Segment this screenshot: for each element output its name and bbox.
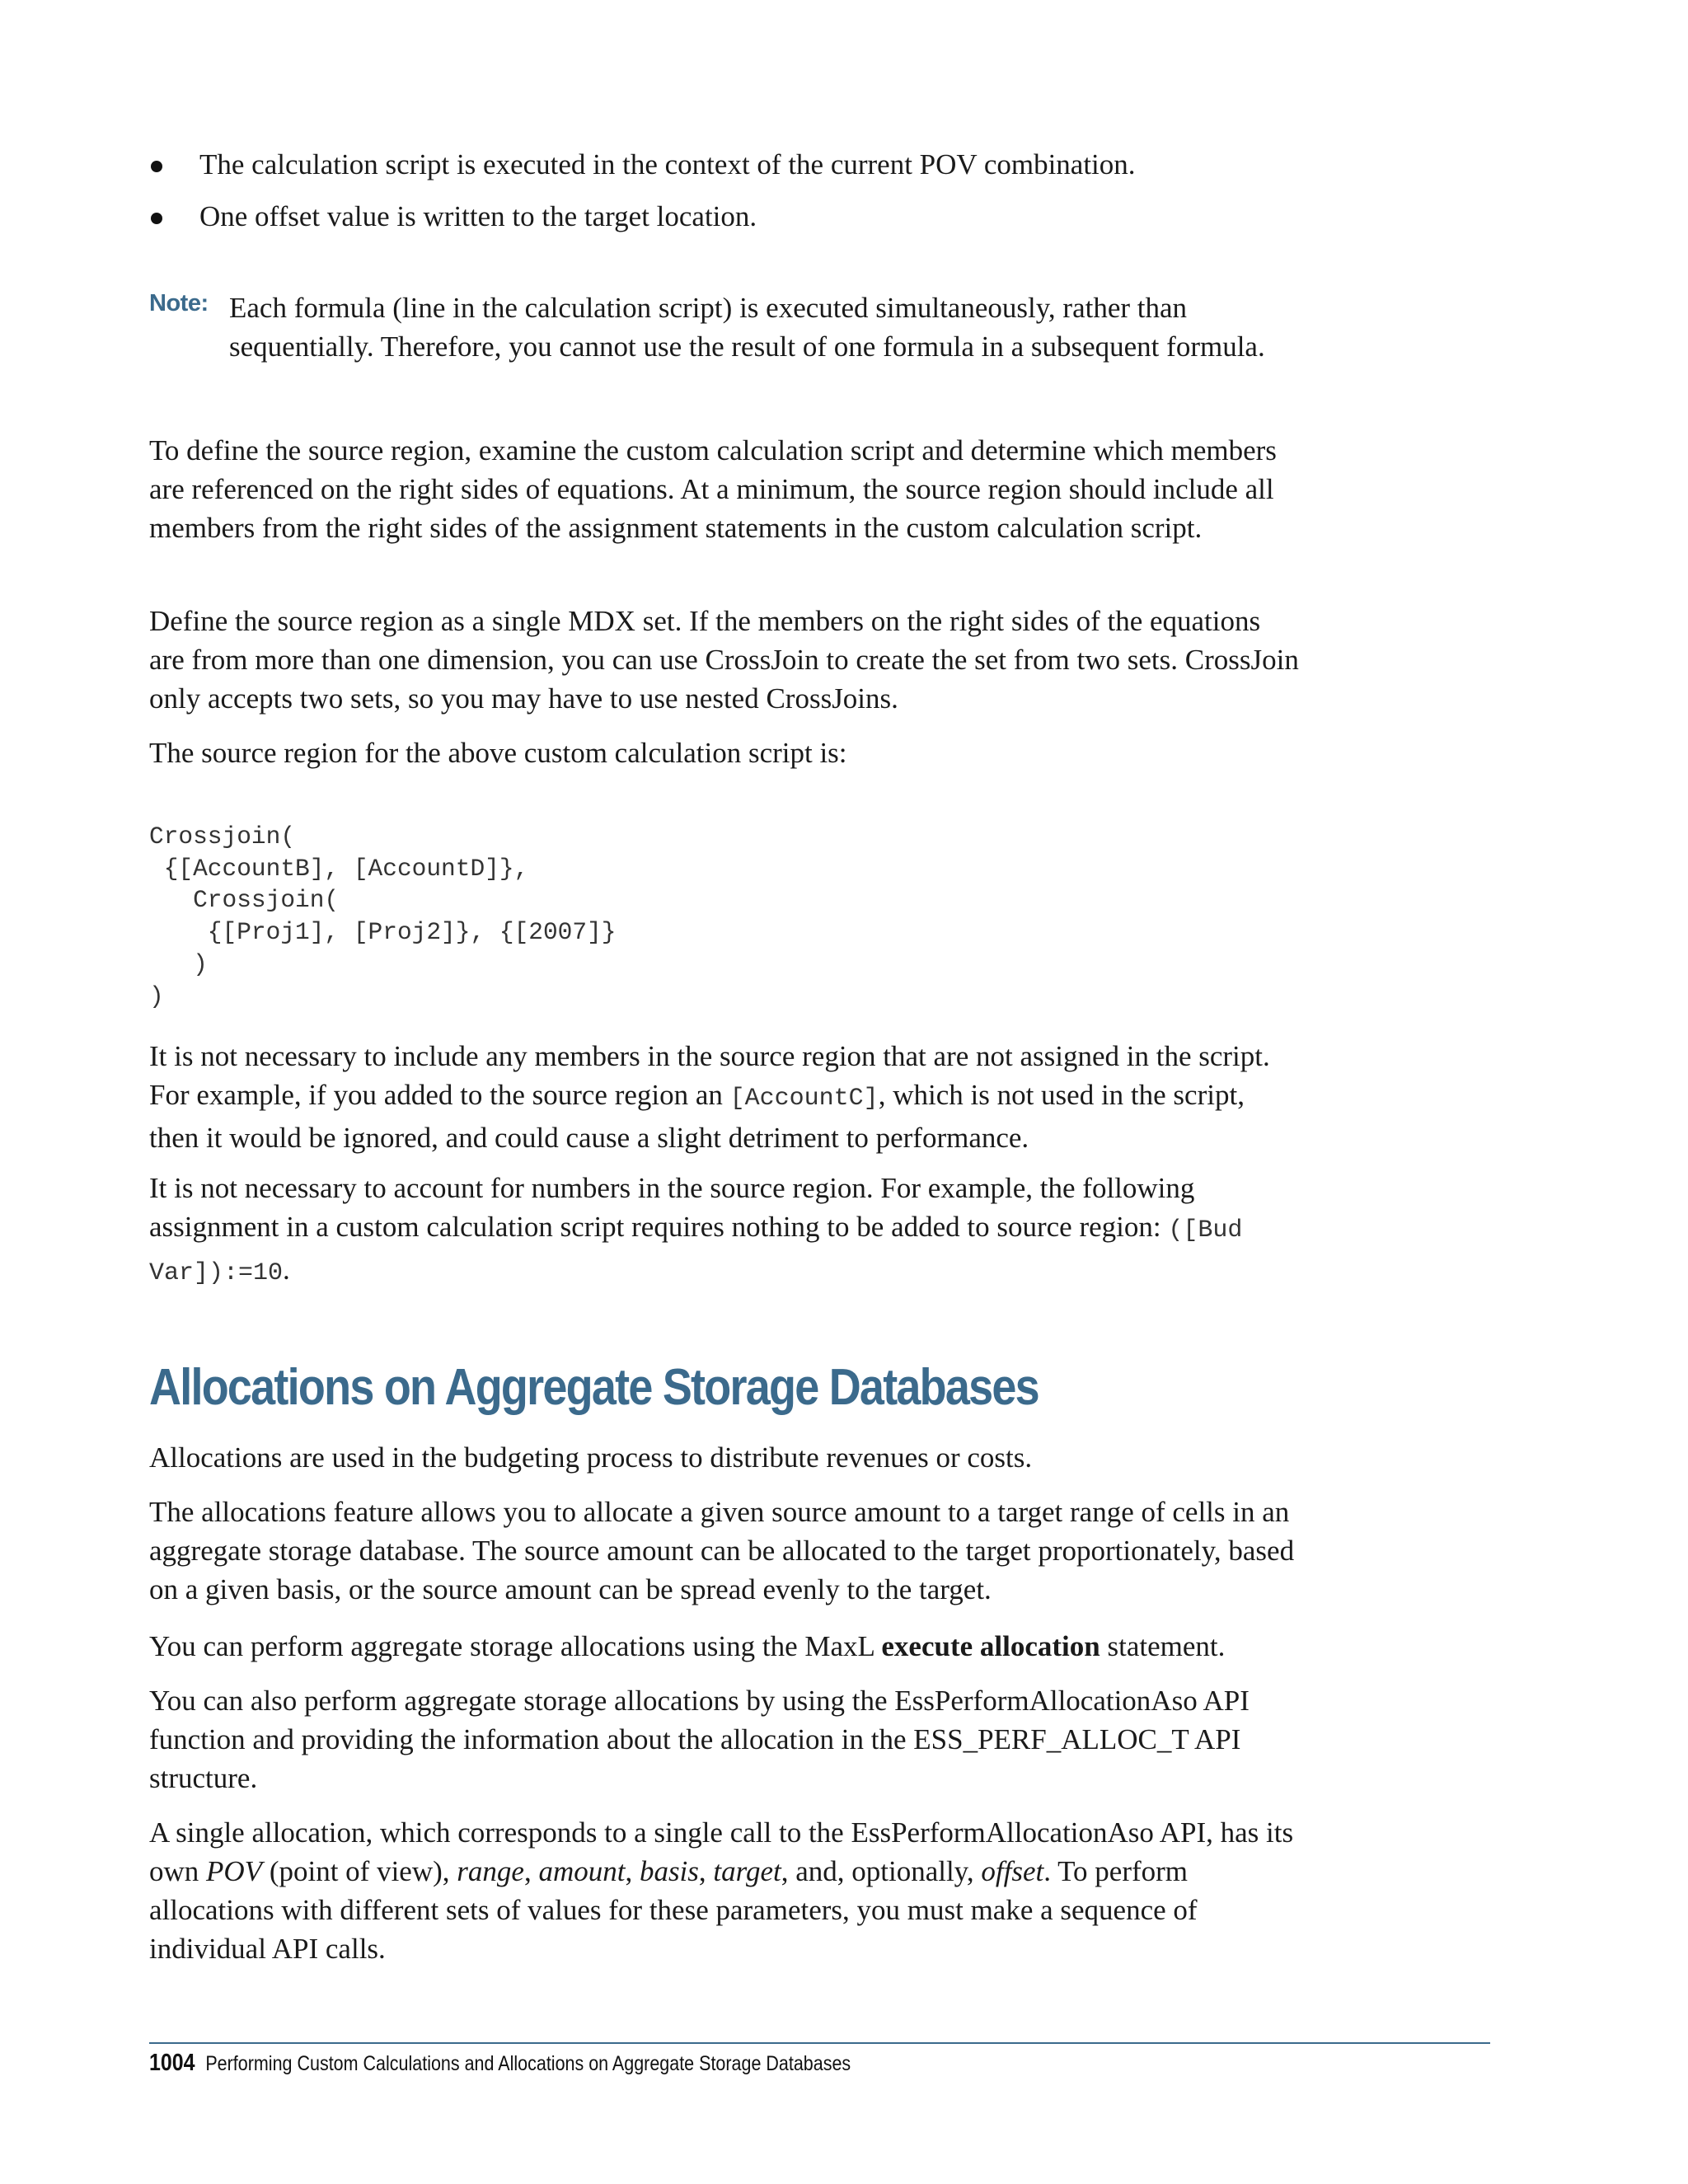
bullet-text: The calculation script is executed in the context of the current POV combination. xyxy=(199,148,1136,180)
text-run: (point of view), xyxy=(262,1855,457,1887)
paragraph-api: You can also perform aggregate storage allocations by using the EssPerformAllocationAso API function and providing the information about the allocation in the ESS_PERF_ALLOC_T API structure. xyxy=(149,1685,1250,1794)
paragraph-single-allocation xyxy=(149,1813,1299,1968)
italic-term: range xyxy=(457,1855,524,1887)
page-footer xyxy=(149,2050,851,2077)
italic-term: offset xyxy=(981,1855,1044,1887)
paragraph-source-intro: The source region for the above custom calculation script is: xyxy=(149,737,847,769)
paragraph-numbers xyxy=(149,1169,1299,1293)
paragraph-maxl xyxy=(149,1627,1299,1666)
note-text: Each formula (line in the calculation script) is executed simultaneously, rather than sequentially. Therefore, you cannot use the result of one formula in a subsequent formula. xyxy=(229,292,1265,363)
bullet-icon xyxy=(151,161,162,172)
paragraph-members-not-assigned xyxy=(149,1037,1299,1157)
text-run: statement. xyxy=(1100,1630,1226,1662)
text-run: , xyxy=(523,1855,539,1887)
text-run: It is not necessary to include any members in the source region that are not assigned in the script. For example, if you added to the source region an xyxy=(149,1040,1270,1111)
text-run: . To perform allocations with different sets of values for these parameters, you must make a sequence of individual API calls. xyxy=(149,1855,1198,1965)
italic-term: basis xyxy=(639,1855,699,1887)
inline-code: ([Bud Var]):=10 xyxy=(149,1216,1243,1287)
text-run: It is not necessary to account for numbers in the source region. For example, the following assignment in a custom calculation script requires nothing to be added to source region: xyxy=(149,1172,1195,1243)
bullet-icon xyxy=(151,213,162,224)
inline-code: [AccountC] xyxy=(729,1085,879,1113)
bold-keyword: execute allocation xyxy=(881,1630,1100,1662)
note-block xyxy=(149,288,1320,366)
paragraph-source-region: To define the source region, examine the custom calculation script and determine which members are referenced on the right sides of equations. At a minimum, the source region should include all members from the right sides of the assignment statements in the custom calculation script. xyxy=(149,434,1277,544)
text-run: , xyxy=(625,1855,640,1887)
italic-term: target xyxy=(713,1855,781,1887)
text-run: . xyxy=(283,1254,290,1286)
text-run: , xyxy=(698,1855,714,1887)
footer-title: Performing Custom Calculations and Allocations on Aggregate Storage Databases xyxy=(205,2052,851,2075)
text-run: You can perform aggregate storage allocations using the MaxL xyxy=(149,1630,882,1662)
bullet-list xyxy=(149,145,1320,249)
paragraph-mdx-set: Define the source region as a single MDX set. If the members on the right sides of the equations are from more than one dimension, you can use CrossJoin to create the set from two sets. CrossJoin only accepts two sets, so you may have to use nested CrossJoins. xyxy=(149,605,1299,715)
footer-divider xyxy=(149,2042,1490,2044)
bullet-text: One offset value is written to the target location. xyxy=(199,200,757,232)
italic-term: POV xyxy=(206,1855,263,1887)
text-run: A single allocation, which corresponds to a single call to the EssPerformAllocationAso API, has its own xyxy=(149,1816,1294,1887)
text-run: , which is not used in the script, then it would be ignored, and could cause a slight detriment to performance. xyxy=(149,1079,1245,1154)
text-run: , and, optionally, xyxy=(781,1855,982,1887)
list-item xyxy=(149,145,1320,184)
section-heading: Allocations on Aggregate Storage Databases xyxy=(149,1359,1039,1416)
code-block: Crossjoin( {[AccountB], [AccountD]}, Crossjoin( {[Proj1], [Proj2]}, {[2007]} ) ) xyxy=(149,823,617,1010)
note-label: Note: xyxy=(149,290,209,316)
paragraph-allocations-feature: The allocations feature allows you to allocate a given source amount to a target range of cells in an aggregate storage database. The source amount can be allocated to the target proportionately, based on a given basis, or the source amount can be spread evenly to the target. xyxy=(149,1496,1295,1605)
italic-term: amount xyxy=(538,1855,626,1887)
list-item xyxy=(149,197,1320,236)
page-number: 1004 xyxy=(149,2050,195,2076)
paragraph-allocations-intro: Allocations are used in the budgeting process to distribute revenues or costs. xyxy=(149,1441,1033,1474)
